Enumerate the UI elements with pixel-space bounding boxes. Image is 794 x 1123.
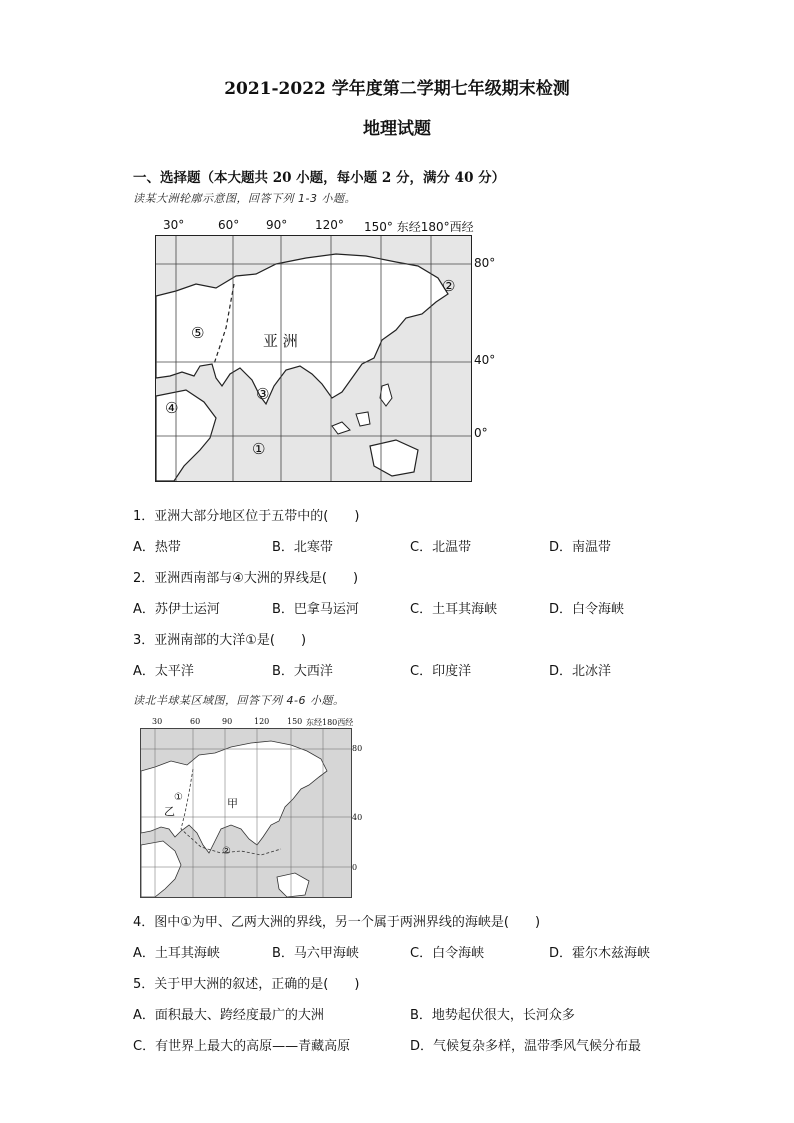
question-3-stem: 3．亚洲南部的大洋①是( ) (133, 633, 307, 648)
question-2-option-d[interactable]: D．白令海峡 (549, 602, 625, 617)
map1-drawing (156, 236, 471, 481)
question-4-option-d[interactable]: D．霍尔木兹海峡 (549, 946, 651, 961)
question-1-option-a[interactable]: A．热带 (133, 540, 181, 555)
map2-marker-1: ① (174, 792, 183, 803)
map2-tick-top: 60 (190, 717, 201, 726)
question-4-stem: 4．图中①为甲、乙两大洲的界线，另一个属于两洲界线的海峡是( ) (133, 915, 541, 930)
map2-tick-top: 120 (254, 717, 270, 726)
question-3-option-c[interactable]: C．印度洋 (410, 664, 472, 679)
map2-marker-2: ② (222, 846, 231, 857)
map1-tick-right: 40° (474, 353, 496, 367)
map2-tick-top: 90 (222, 717, 233, 726)
map2-tick-top: 东经180西经 (306, 718, 354, 727)
question-1-option-d[interactable]: D．南温带 (549, 540, 612, 555)
map1-tick-top: 60° (218, 218, 240, 232)
question-1-stem: 1．亚洲大部分地区位于五带中的( ) (133, 509, 360, 524)
question-4-option-c[interactable]: C．白令海峡 (410, 946, 485, 961)
question-2-option-a[interactable]: A．苏伊士运河 (133, 602, 220, 617)
map1-marker-1: ① (252, 440, 266, 458)
map1-continent-label: 亚 洲 (263, 332, 298, 350)
instruction-2: 读北半球某区域图，回答下列 4-6 小题。 (133, 694, 345, 707)
map1-marker-5: ⑤ (191, 324, 205, 342)
question-5-option-b[interactable]: B．地势起伏很大，长河众多 (410, 1008, 575, 1023)
question-2-option-b[interactable]: B．巴拿马运河 (272, 602, 359, 617)
question-1-option-c[interactable]: C．北温带 (410, 540, 472, 555)
question-3-option-a[interactable]: A．太平洋 (133, 664, 194, 679)
question-3-option-d[interactable]: D．北冰洋 (549, 664, 612, 679)
question-1-option-b[interactable]: B．北寒带 (272, 540, 333, 555)
map1-marker-2: ② (442, 277, 456, 295)
question-5-stem: 5．关于甲大洲的叙述，正确的是( ) (133, 977, 360, 992)
map2-label-yi: 乙 (164, 805, 175, 818)
map2-label-jia: 甲 (227, 797, 238, 810)
map1-tick-top: 120° (315, 218, 344, 232)
instruction-1: 读某大洲轮廓示意图，回答下列 1-3 小题。 (133, 192, 356, 205)
section-heading: 一、选择题（本大题共 20 小题，每小题 2 分，满分 40 分） (133, 170, 506, 186)
map1-marker-3: ③ (256, 385, 270, 403)
page-subtitle: 地理试题 (363, 119, 431, 139)
map1-marker-4: ④ (165, 399, 179, 417)
map2-tick-right: 80 (352, 744, 363, 753)
question-5-option-a[interactable]: A．面积最大、跨经度最广的大洲 (133, 1008, 324, 1023)
map1-tick-top: 90° (266, 218, 288, 232)
map1-tick-top: 30° (163, 218, 185, 232)
question-5-option-c[interactable]: C．有世界上最大的高原——青藏高原 (133, 1039, 351, 1054)
question-3-option-b[interactable]: B．大西洋 (272, 664, 333, 679)
question-5-option-d[interactable]: D．气候复杂多样，温带季风气候分布最 (410, 1039, 642, 1054)
question-4-option-a[interactable]: A．土耳其海峡 (133, 946, 220, 961)
question-2-stem: 2．亚洲西南部与④大洲的界线是( ) (133, 571, 359, 586)
map1-frame (155, 235, 472, 482)
map1-tick-top: 150° 东经180°西经 (364, 220, 474, 234)
map2-tick-right: 40 (352, 813, 363, 822)
question-4-option-b[interactable]: B．马六甲海峡 (272, 946, 359, 961)
map2-tick-top: 30 (152, 717, 163, 726)
map1-tick-right: 0° (474, 426, 488, 440)
map2-tick-right: 0 (352, 863, 358, 872)
map1-tick-right: 80° (474, 256, 496, 270)
question-2-option-c[interactable]: C．土耳其海峡 (410, 602, 498, 617)
page-title: 2021-2022 学年度第二学期七年级期末检测 (224, 79, 570, 99)
map2-tick-top: 150 (287, 717, 303, 726)
